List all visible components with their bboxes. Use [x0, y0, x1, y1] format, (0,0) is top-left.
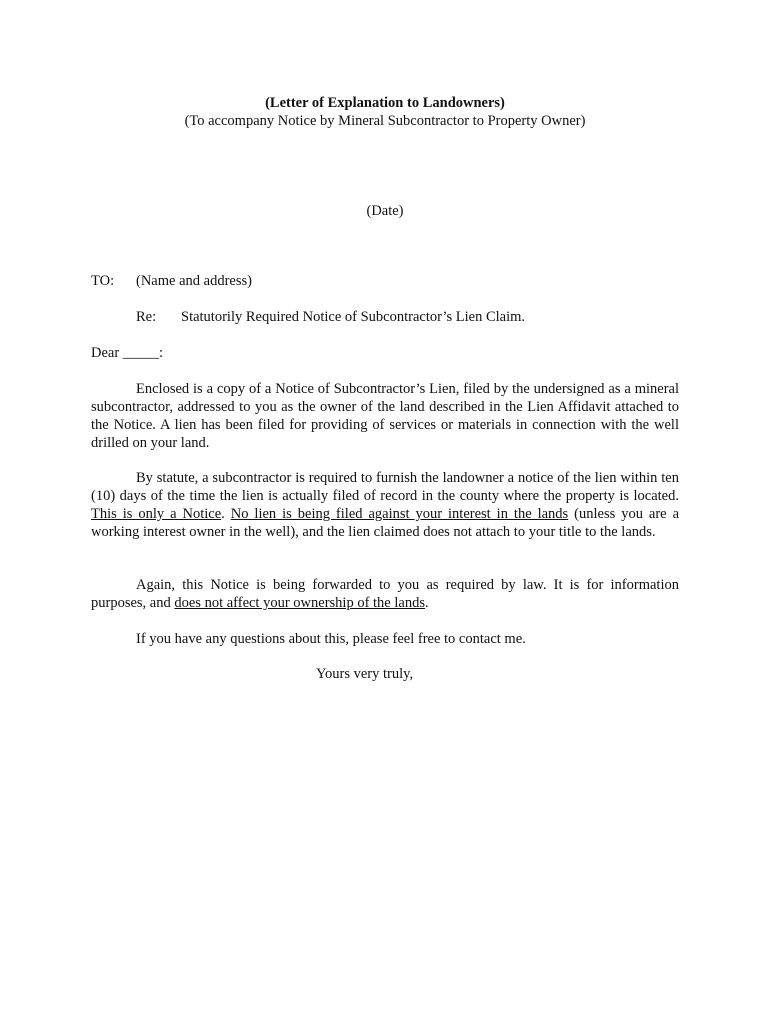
no-lien-underlined: No lien is being filed against your interest in the lands [230, 506, 569, 522]
again-text-2: . [424, 595, 429, 611]
statute-text-3: (unless you are a working interest owner in the well), and the lien claimed does not attach to your title to the lands. [91, 506, 680, 540]
paragraph-statute [91, 469, 679, 541]
ownership-underlined: does not affect your ownership of the lands [174, 595, 425, 611]
paragraph-questions: If you have any questions about this, please feel free to contact me. [136, 631, 526, 647]
statute-text-1: By statute, a subcontractor is required to furnish the landowner a notice of the lien within ten (10) days of the time the lien is actually filed of record in the county where the property is located. [91, 470, 679, 504]
closing: Yours very truly, [316, 666, 414, 682]
salutation: Dear _____: [91, 345, 164, 361]
paragraph-again [91, 576, 679, 612]
again-text-1: Again, this Notice is being forwarded to you as required by law. It is for information purposes, and [91, 577, 679, 611]
date-placeholder: (Date) [366, 203, 404, 219]
paragraph-enclosed: Enclosed is a copy of a Notice of Subcontractor’s Lien, filed by the undersigned as a mineral subcontractor, addressed to you as the owner of the land described in the Lien Affidavit attached to the Notice. A lien has been filed for providing of services or materials in connection with the well drilled on your land. [91, 381, 679, 451]
re-label: Re: [136, 309, 157, 325]
only-a-notice-underlined: This is only a Notice [91, 506, 222, 522]
letter-subtitle: (To accompany Notice by Mineral Subcontractor to Property Owner) [184, 113, 586, 129]
addressee-line [91, 272, 252, 290]
to-label: TO: [91, 273, 115, 289]
re-line [136, 308, 525, 326]
statute-text-2: . [221, 506, 231, 522]
re-value: Statutorily Required Notice of Subcontractor’s Lien Claim. [181, 309, 526, 325]
letter-title: (Letter of Explanation to Landowners) [265, 95, 505, 111]
to-value: (Name and address) [136, 273, 252, 289]
